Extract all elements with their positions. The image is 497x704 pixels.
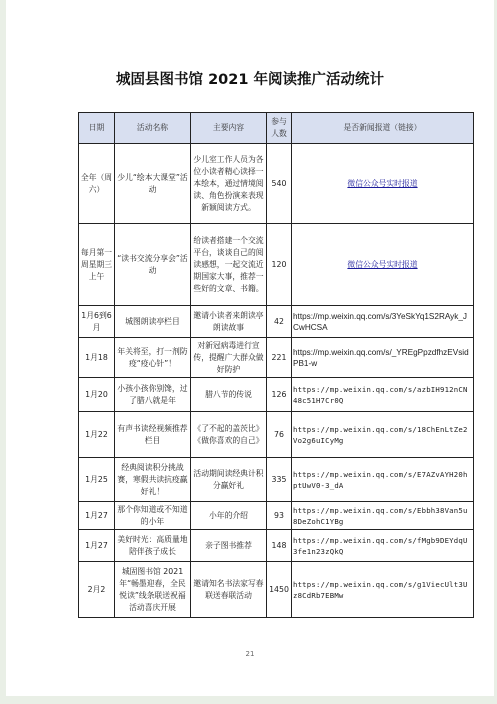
- cell-link[interactable]: https://mp.weixin.qq.com/s/fMgb9DEYdqU3fe1n23zQkQ: [292, 530, 474, 562]
- cell-name: 少儿“绘本大课堂”活动: [115, 144, 191, 224]
- header-count: 参与人数: [267, 113, 292, 144]
- activity-table: [78, 112, 474, 618]
- header-activity-name: 活动名称: [115, 113, 191, 144]
- cell-content: 少儿室工作人员为各位小读者精心读择一本绘本，通过情境阅读、角色扮演来表现新颖阅读方式。: [191, 144, 267, 224]
- cell-content: 给读者搭建一个交流平台，谈谈自己的阅读感想，一起交流近期国家大事，推荐一些好的文章、书籍。: [191, 224, 267, 306]
- news-link[interactable]: 微信公众号实时报道: [347, 178, 418, 188]
- cell-count: 335: [267, 458, 292, 502]
- cell-name: 那个你知道或不知道的小年: [115, 502, 191, 530]
- cell-link[interactable]: https://mp.weixin.qq.com/s/3YeSkYq1S2RAyk_JCwHCSA: [292, 306, 474, 338]
- table-row: [79, 378, 474, 412]
- cell-name: 小孩小孩你别馋，过了腊八就是年: [115, 378, 191, 412]
- news-link[interactable]: 微信公众号实时报道: [347, 259, 418, 269]
- cell-date: 1月20: [79, 378, 115, 412]
- cell-content: 亲子图书推荐: [191, 530, 267, 562]
- cell-name: 经典阅读积分挑战赛，寒假共读抗疫赢好礼！: [115, 458, 191, 502]
- table-header-row: [79, 113, 474, 144]
- cell-count: 540: [267, 144, 292, 224]
- cell-link[interactable]: https://mp.weixin.qq.com/s/Ebbh38Van5u8DeZohC1YBg: [292, 502, 474, 530]
- cell-name: 美好时光：高质量地陪伴孩子成长: [115, 530, 191, 562]
- cell-link[interactable]: https://mp.weixin.qq.com/s/azbIH912nCN48c51H7Cr0Q: [292, 378, 474, 412]
- cell-date: 1月6到6月: [79, 306, 115, 338]
- cell-content: 邀请小读者来朗读亭朗读故事: [191, 306, 267, 338]
- cell-link[interactable]: [292, 144, 474, 224]
- cell-date: 1月22: [79, 412, 115, 458]
- table-row: [79, 144, 474, 224]
- table-row: [79, 224, 474, 306]
- table-row: [79, 530, 474, 562]
- cell-date: 全年（周六）: [79, 144, 115, 224]
- cell-count: 1450: [267, 562, 292, 618]
- cell-link[interactable]: [292, 224, 474, 306]
- cell-link[interactable]: https://mp.weixin.qq.com/s/E7AZvAYH20hptUwV0-3_dA: [292, 458, 474, 502]
- cell-name: “读书交流分享会”活动: [115, 224, 191, 306]
- cell-content: 活动期间读经典计积分赢好礼: [191, 458, 267, 502]
- cell-count: 93: [267, 502, 292, 530]
- page-number: 21: [245, 650, 255, 658]
- cell-content: 对新冠病毒进行宣传，提醒广大群众做好防护: [191, 338, 267, 378]
- cell-count: 126: [267, 378, 292, 412]
- cell-link[interactable]: https://mp.weixin.qq.com/s/18ChEnLtZe2Vo2g6uICyMg: [292, 412, 474, 458]
- header-content: 主要内容: [191, 113, 267, 144]
- cell-count: 221: [267, 338, 292, 378]
- page-title: 城固县图书馆 2021 年阅读推广活动统计: [116, 72, 384, 88]
- cell-content: 邀请知名书法家写春联送春联活动: [191, 562, 267, 618]
- cell-link[interactable]: https://mp.weixin.qq.com/s/g1ViecUlt3Uz8CdRb7EBMw: [292, 562, 474, 618]
- table-row: [79, 562, 474, 618]
- cell-content: 腊八节的传说: [191, 378, 267, 412]
- cell-count: 148: [267, 530, 292, 562]
- cell-count: 76: [267, 412, 292, 458]
- cell-count: 42: [267, 306, 292, 338]
- cell-date: 2月2: [79, 562, 115, 618]
- cell-name: 城图朗读亭栏目: [115, 306, 191, 338]
- cell-name: 城固图书馆 2021 年“畅墨迎春，全民悦读”线条联送祝福活动喜庆开展: [115, 562, 191, 618]
- cell-link[interactable]: https://mp.weixin.qq.com/s/_YREgPpzdfhzEVsidPB1-w: [292, 338, 474, 378]
- document-page: [6, 0, 494, 696]
- cell-date: 1月18: [79, 338, 115, 378]
- table-row: [79, 338, 474, 378]
- cell-date: 每月第一周星期三上午: [79, 224, 115, 306]
- cell-count: 120: [267, 224, 292, 306]
- table-row: [79, 458, 474, 502]
- header-news-link: 是否新闻报道（链接）: [292, 113, 474, 144]
- cell-date: 1月27: [79, 502, 115, 530]
- cell-date: 1月27: [79, 530, 115, 562]
- cell-content: 小年的介绍: [191, 502, 267, 530]
- table-row: [79, 412, 474, 458]
- cell-name: 有声书读经视频推荐栏目: [115, 412, 191, 458]
- cell-content: 《了不起的盖茨比》《做你喜欢的自己》: [191, 412, 267, 458]
- cell-date: 1月25: [79, 458, 115, 502]
- header-date: 日期: [79, 113, 115, 144]
- table-row: [79, 306, 474, 338]
- table-row: [79, 502, 474, 530]
- cell-name: 年关将至，打一剂防疫“疫心针”！: [115, 338, 191, 378]
